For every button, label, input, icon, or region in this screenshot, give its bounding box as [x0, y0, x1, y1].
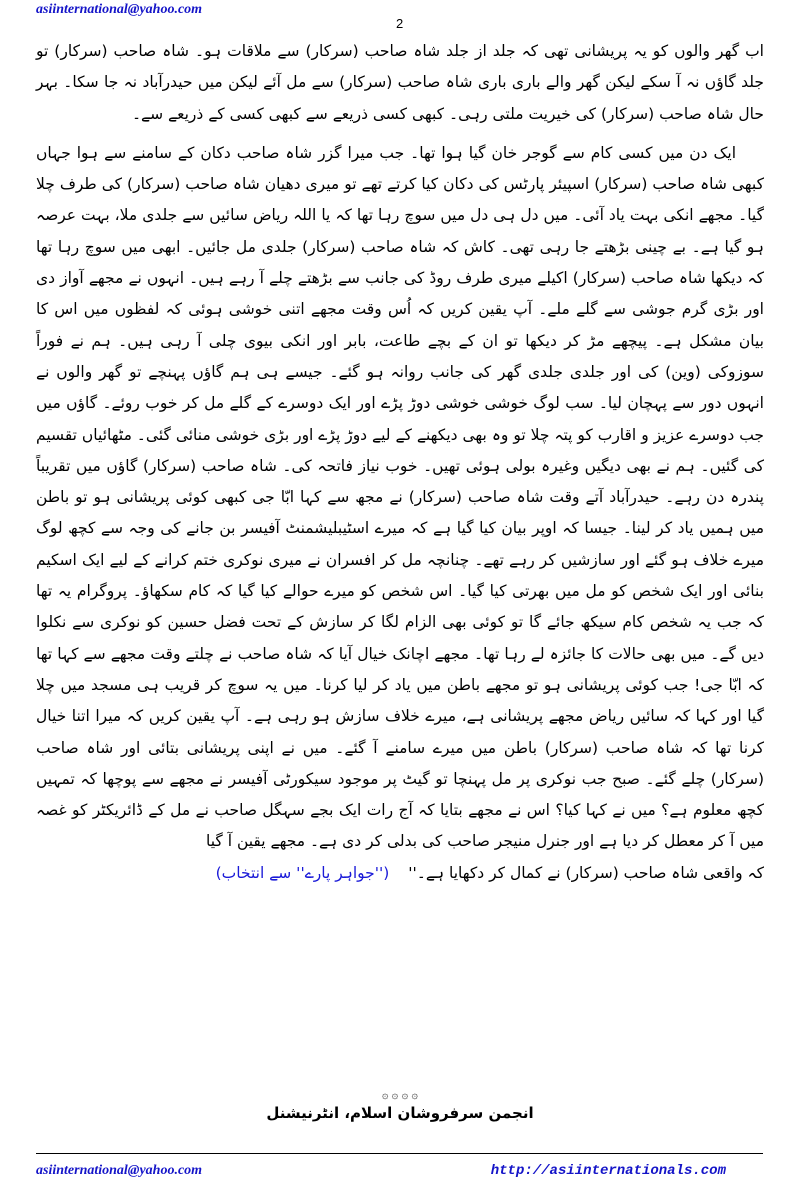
- paragraph-2: ایک دن میں کسی کام سے گوجر خان گیا ہوا تھا۔ جب میرا گزر شاہ صاحب دکان کے سامنے سے ہوا جہاں کبھی شاہ صاحب (سرکار) اسپیئر پارٹس کی دکان کیا کرتے تھے تو میری دھیان شاہ صاحب (سرکار) کی طرف چلا گیا۔ مجھے انکی بہت یاد آئی۔ میں دل ہی دل میں سوچ رہا تھا کہ یا اللہ ریاض سائیں سے جلدی ملا، بہت عرصہ ہو گیا ہے۔ بے چینی بڑھتے جا رہی تھی۔ کاش کہ شاہ صاحب (سرکار) جلدی مل جائیں۔ ابھی میں سوچ رہا تھا کہ دیکھا شاہ صاحب (سرکار) اکیلے میری طرف روڈ کی جانب سے بڑھتے چلے آ رہے ہیں۔ انہوں نے مجھے آواز دی اور بڑی گرم جوشی سے گلے ملے۔ آپ یقین کریں کہ اُس وقت مجھے اتنی خوشی ہوئی کہ لفظوں میں اس کا بیان مشکل ہے۔ پیچھے مڑ کر دیکھا تو ان کے بچے طاعت، بابر اور انکی بیوی چلی آ رہی ہیں۔ ہم نے فوراً سوزوکی (وین) کی اور جلدی جلدی گھر کی جانب روانہ ہو گئے۔ جیسے ہی ہم گاؤں پہنچے تو گھر والوں نے انہوں دور سے پہچان لیا۔ سب لوگ خوشی خوشی دوڑ پڑے اور ایک دوسرے کے گلے مل کر خوب روئے۔ گاؤں میں جب دوسرے عزیز و اقارب کو پتہ چلا تو وہ بھی دیکھنے کے لیے دوڑ پڑے اور بڑی خوشی منائی گئی۔ مٹھائیاں تقسیم کی گئیں۔ ہم نے بھی دیگیں وغیرہ بولی ہوئی تھیں۔ خوب نیاز فاتحہ کی۔ شاہ صاحب (سرکار) گاؤں میں تقریباً پندرہ دن رہے۔ حیدرآباد آتے وقت شاہ صاحب (سرکار) نے مجھ سے کہا ابّا جی کبھی کوئی پریشانی ہو تو باطن میں ہمیں یاد کر لینا۔ جیسا کہ اوپر بیان کیا گیا ہے کہ میرے اسٹیبلیشمنٹ آفیسر بن جانے کی وجہ سے کچھ لوگ میرے خلاف ہو گئے اور سازشیں کر رہے تھے۔ چنانچہ مل کر افسران نے میری نوکری ختم کرانے کے لیے ایک اسکیم بنائی اور ایک شخص کو مل میں بھرتی کیا گیا۔ اس شخص کو میرے حوالے کیا گیا کہ کام سکھاؤ۔ پروگرام یہ تھا کہ جب یہ شخص کام سیکھ جائے گا تو کوئی بھی الزام لگا کر سازش کے تحت فضل حسین کو نوکری سے نکلوا دیں گے۔ میں بھی حالات کا جائزہ لے رہا تھا۔ مجھے اچانک خیال آیا کہ شاہ صاحب نے چلتے وقت مجھے سے کہا تھا کہ ابّا جی! جب کوئی پریشانی ہو تو مجھے باطن میں یاد کر لیا کرنا۔ میں یہ سوچ کر قریب ہی مسجد میں چلا گیا اور کہا کہ سائیں ریاض مجھے پریشانی ہے، میرے خلاف سازش ہو رہی ہے۔ آپ یقین کریں کہ میرا اتنا خیال کرنا تھا کہ شاہ صاحب (سرکار) باطن میں میرے سامنے آ گئے۔ میں نے اپنی پریشانی بتائی اور شاہ صاحب (سرکار) چلے گئے۔ صبح جب نوکری پر مل پہنچا تو گیٹ پر موجود سیکورٹی آفیسر نے مجھے سے پوچھا کہ تمہیں کچھ معلوم ہے؟ میں نے کہا کیا؟ اس نے مجھے بتایا کہ آج رات ایک بجے سہگل صاحب نے مل کے ڈائریکٹر کو غصہ میں آ کر معطل کر دیا ہے اور جنرل منیجر صاحب کی بدلی کر دی ہے۔ مجھے یقین آ گیا: [36, 143, 764, 851]
- footer-divider: [36, 1153, 763, 1154]
- closing-sentence: کہ واقعی شاہ صاحب (سرکار) نے کمال کر دکھایا ہے۔'': [408, 863, 764, 882]
- header-email-link[interactable]: asiinternational@yahoo.com: [36, 2, 203, 17]
- footer-email-link[interactable]: asiinternational@yahoo.com: [36, 1163, 203, 1178]
- footer-website-link[interactable]: http://asiinternationals.com: [490, 1163, 726, 1179]
- paragraph-1: اب گھر والوں کو یہ پریشانی تھی کہ جلد از جلد شاہ صاحب (سرکار) سے ملاقات ہو۔ شاہ صاحب (سرکار) تو جلد گاؤں نہ آ سکے لیکن گھر والے باری باری شاہ صاحب (سرکار) سے مل آئے لیکن میں حیدرآباد نہ جا سکا۔ بہر حال شاہ صاحب (سرکار) کی خیریت ملتی رہی۔ کبھی کسی ذریعے سے کبھی کسی کے ذریعے سے۔: [36, 42, 764, 123]
- source-credit: (''جواہر پارے'' سے انتخاب): [215, 863, 390, 882]
- page-number: 2: [396, 16, 404, 31]
- article-body: [36, 36, 764, 889]
- star-ornament-icon: ۞ ۞ ۞ ۞: [381, 1088, 419, 1101]
- closing-line: [36, 858, 764, 889]
- organization-name: انجمن سرفروشان اسلام، انٹرنیشنل: [266, 1104, 534, 1122]
